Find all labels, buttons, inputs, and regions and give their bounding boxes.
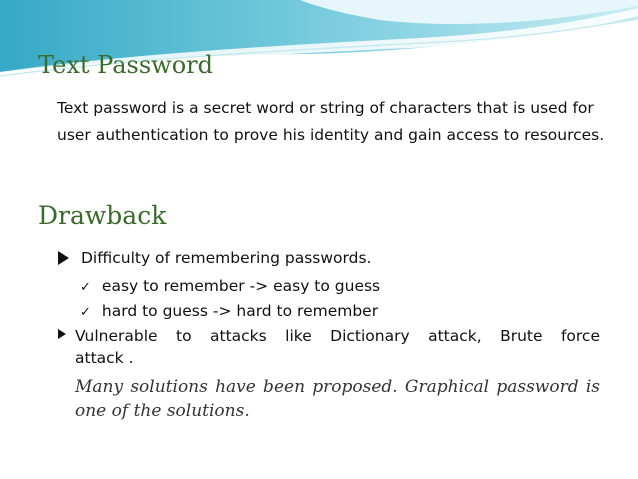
bullet-difficulty bbox=[58, 249, 371, 267]
closing-line-1: Many solutions have been proposed. Graphical password is bbox=[75, 377, 600, 397]
heading-drawback: Drawback bbox=[38, 201, 167, 230]
bullet-difficulty-text: Difficulty of remembering passwords. bbox=[81, 249, 372, 267]
heading-text-password: Text Password bbox=[38, 51, 213, 79]
checkmark-icon: ✓ bbox=[80, 305, 91, 320]
arrow-bullet-icon bbox=[58, 251, 69, 265]
sub-bullet-hard-text: hard to guess -> hard to remember bbox=[101, 302, 379, 320]
sub-bullet-easy-text: easy to remember -> easy to guess bbox=[101, 277, 381, 295]
checkmark-icon: ✓ bbox=[80, 280, 91, 295]
sub-bullet-hard bbox=[80, 302, 378, 320]
closing-line-2: one of the solutions. bbox=[75, 401, 250, 421]
bullet-vulnerable-line2: attack . bbox=[75, 349, 134, 367]
closing-statement bbox=[75, 375, 600, 423]
bullet-vulnerable bbox=[58, 327, 76, 337]
definition-paragraph: Text password is a secret word or string of characters that is used for user authentication to prove his identity and gain access to resources. bbox=[57, 99, 605, 144]
sub-bullet-easy bbox=[80, 277, 380, 295]
bullet-vulnerable-line1: Vulnerable to attacks like Dictionary attack, Brute force bbox=[75, 327, 600, 345]
arrow-bullet-icon bbox=[58, 329, 66, 339]
